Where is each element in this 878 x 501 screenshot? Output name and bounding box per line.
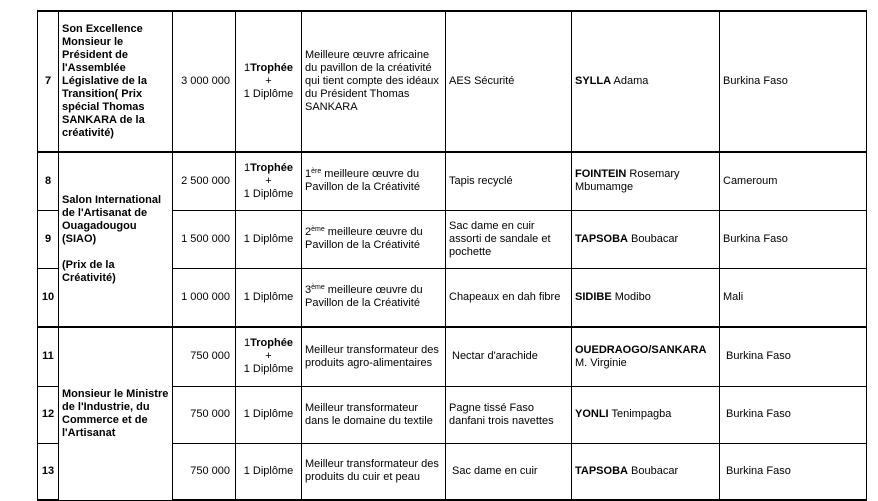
- row-number: 9: [38, 210, 59, 268]
- winner-cell: [572, 152, 720, 210]
- work-cell: Sac dame en cuir assorti de sandale et pochette: [446, 210, 572, 268]
- amount-cell: 3 000 000: [173, 11, 236, 152]
- winner-cell: [572, 11, 720, 152]
- trophy-label: Trophée: [250, 161, 293, 174]
- organizer-name: Salon International de l'Artisanat de Ouagadougou (SIAO): [62, 194, 162, 245]
- work-cell: Sac dame en cuir: [446, 443, 572, 500]
- diploma-label: 1 Diplôme: [243, 290, 294, 303]
- amount-cell: 750 000: [173, 443, 236, 500]
- winner-surname: FOINTEIN: [575, 168, 627, 181]
- winner-given-name: Boubacar: [631, 232, 679, 245]
- row-number: 12: [38, 386, 59, 443]
- prize-cell: [236, 210, 302, 268]
- work-cell: Pagne tissé Faso danfani trois navettes: [446, 386, 572, 443]
- row-number: 10: [38, 268, 59, 327]
- prize-cell: 1Trophée + 1 Diplôme: [236, 11, 302, 152]
- table-row: [38, 152, 867, 210]
- winner-cell: [572, 327, 720, 386]
- amount-cell: 1 500 000: [173, 210, 236, 268]
- category-cell: Meilleure œuvre africaine du pavillon de la créativité qui tient compte des idéaux du Président Thomas SANKARA: [302, 11, 446, 152]
- awards-table: [37, 10, 867, 501]
- amount-cell: 750 000: [173, 327, 236, 386]
- category-cell: Meilleur transformateur dans le domaine du textile: [302, 386, 446, 443]
- winner-surname: SIDIBE: [575, 290, 612, 303]
- winner-surname: YONLI: [575, 408, 609, 420]
- winner-cell: [572, 443, 720, 500]
- country-cell: Burkina Faso: [720, 11, 867, 152]
- winner-given-name: Adama: [613, 75, 649, 87]
- winner-surname: TAPSOBA: [575, 232, 628, 245]
- organizer-cell: [59, 152, 173, 327]
- category-cell: 1ère meilleure œuvre du Pavillon de la Créativité: [302, 152, 446, 210]
- prize-cell: [236, 386, 302, 443]
- winner-given-name: Rosemary Mbumamge: [575, 168, 680, 194]
- diploma-label: 1 Diplôme: [243, 88, 294, 100]
- table-row: [38, 327, 867, 386]
- diploma-label: 1 Diplôme: [243, 232, 294, 245]
- winner-cell: [572, 268, 720, 327]
- winner-given-name: Modibo: [614, 290, 651, 303]
- winner-surname: SYLLA: [575, 75, 612, 87]
- work-cell: Tapis recyclé: [446, 152, 572, 210]
- winner-given-name: Boubacar: [631, 464, 679, 477]
- trophy-label: Trophée: [250, 62, 293, 74]
- country-cell: Burkina Faso: [720, 210, 867, 268]
- country-cell: Cameroum: [720, 152, 867, 210]
- work-cell: AES Sécurité: [446, 11, 572, 152]
- row-number: 7: [38, 11, 59, 152]
- organizer-cell: Son Excellence Monsieur le Président de l'Assemblée Législative de la Transition( Prix spécial Thomas SANKARA de la créativité): [59, 11, 173, 152]
- country-cell: Burkina Faso: [720, 443, 867, 500]
- amount-cell: 750 000: [173, 386, 236, 443]
- work-cell: Chapeaux en dah fibre: [446, 268, 572, 327]
- diploma-label: 1 Diplôme: [243, 408, 294, 420]
- winner-given-name: Tenimpagba: [611, 408, 672, 420]
- winner-cell: [572, 386, 720, 443]
- winner-cell: [572, 210, 720, 268]
- prize-cell: 1Trophée + 1 Diplôme: [236, 152, 302, 210]
- row-number: 8: [38, 152, 59, 210]
- diploma-label: 1 Diplôme: [243, 363, 294, 376]
- country-cell: Burkina Faso: [720, 386, 867, 443]
- category-cell: Meilleur transformateur des produits agro-alimentaires: [302, 327, 446, 386]
- diploma-label: 1 Diplôme: [243, 464, 294, 477]
- country-cell: Mali: [720, 268, 867, 327]
- category-cell: Meilleur transformateur des produits du cuir et peau: [302, 443, 446, 500]
- work-cell: Nectar d'arachide: [446, 327, 572, 386]
- winner-surname: OUEDRAOGO/SANKARA: [575, 343, 707, 356]
- row-number: 11: [38, 327, 59, 386]
- organizer-prize: (Prix de la Créativité): [62, 259, 116, 284]
- table-row: [38, 11, 867, 152]
- amount-cell: 2 500 000: [173, 152, 236, 210]
- prize-cell: [236, 443, 302, 500]
- country-cell: Burkina Faso: [720, 327, 867, 386]
- category-cell: 3ème meilleure œuvre du Pavillon de la Créativité: [302, 268, 446, 327]
- amount-cell: 1 000 000: [173, 268, 236, 327]
- diploma-label: 1 Diplôme: [243, 187, 294, 200]
- row-number: 13: [38, 443, 59, 500]
- organizer-cell: Monsieur le Ministre de l'Industrie, du Commerce et de l'Artisanat: [59, 327, 173, 500]
- winner-surname: TAPSOBA: [575, 464, 628, 477]
- winner-given-name: M. Virginie: [575, 356, 627, 369]
- prize-cell: 1Trophée + 1 Diplôme: [236, 327, 302, 386]
- category-cell: 2ème meilleure œuvre du Pavillon de la Créativité: [302, 210, 446, 268]
- prize-cell: [236, 268, 302, 327]
- trophy-label: Trophée: [250, 337, 293, 350]
